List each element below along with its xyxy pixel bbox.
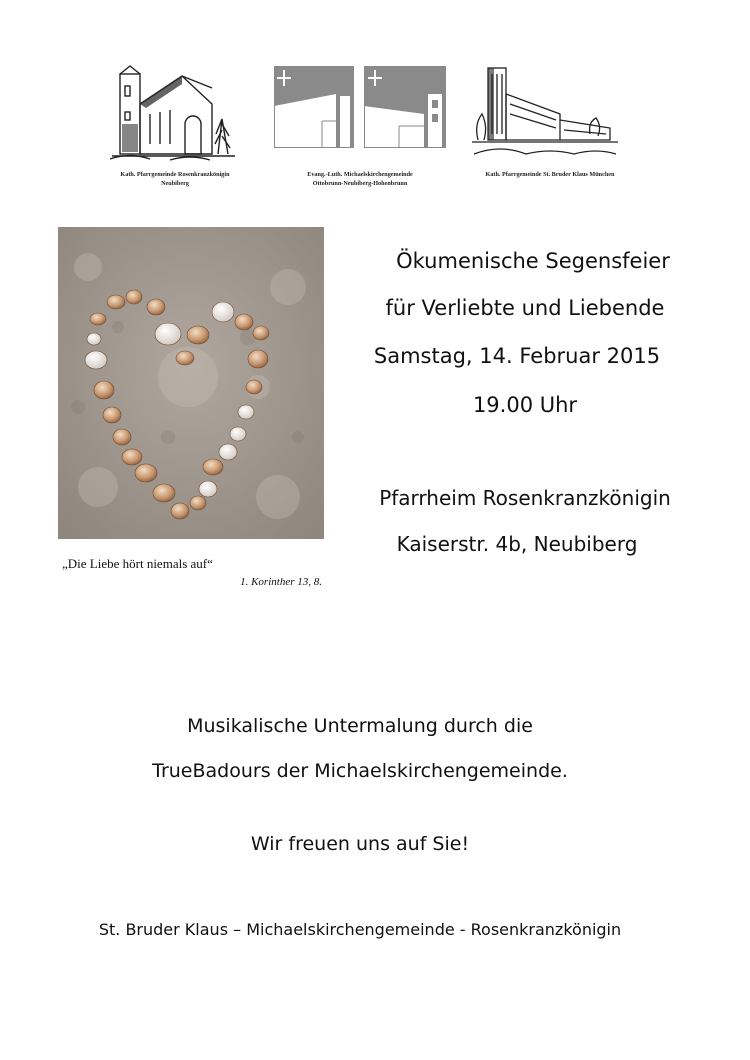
church-rosenkranzkoenigin-icon [110,64,240,164]
music-line2: TrueBadours der Michaelskirchengemeinde. [152,760,568,782]
event-date: Samstag, 14. Februar 2015 [373,344,661,368]
logo-caption: Evang.-Luth. Michaelskirchengemeinde [307,171,413,178]
bible-quote: „Die Liebe hört niemals auf“ [62,556,213,571]
footer-parishes: St. Bruder Klaus – Michaelskirchengemeinde - Rosenkranzkönigin [98,920,622,939]
shell-heart-photo [58,227,324,539]
event-venue: Pfarrheim Rosenkranzkönigin [379,486,671,510]
event-time: 19.00 Uhr [472,393,578,417]
logo-caption: Ottobrunn-Neubiberg-Hohenbrunn [312,180,408,187]
logo-caption: Neubiberg [161,180,189,187]
greeting: Wir freuen uns auf Sie! [250,833,470,855]
michaelskirche-cross-icon [274,66,446,148]
logo-caption: Kath. Pfarrgemeinde Rosenkranzkönigin [120,171,230,178]
logo-caption: Kath. Pfarrgemeinde St. Bruder Klaus München [485,171,615,178]
music-line1: Musikalische Untermalung durch die [187,715,533,737]
bible-reference: 1. Korinther 13, 8. [240,576,322,588]
event-title-line1: Ökumenische Segensfeier [396,249,670,273]
event-address: Kaiserstr. 4b, Neubiberg [396,532,638,556]
church-st-bruder-klaus-icon [470,64,620,160]
event-title-line2: für Verliebte und Liebende [385,296,665,320]
